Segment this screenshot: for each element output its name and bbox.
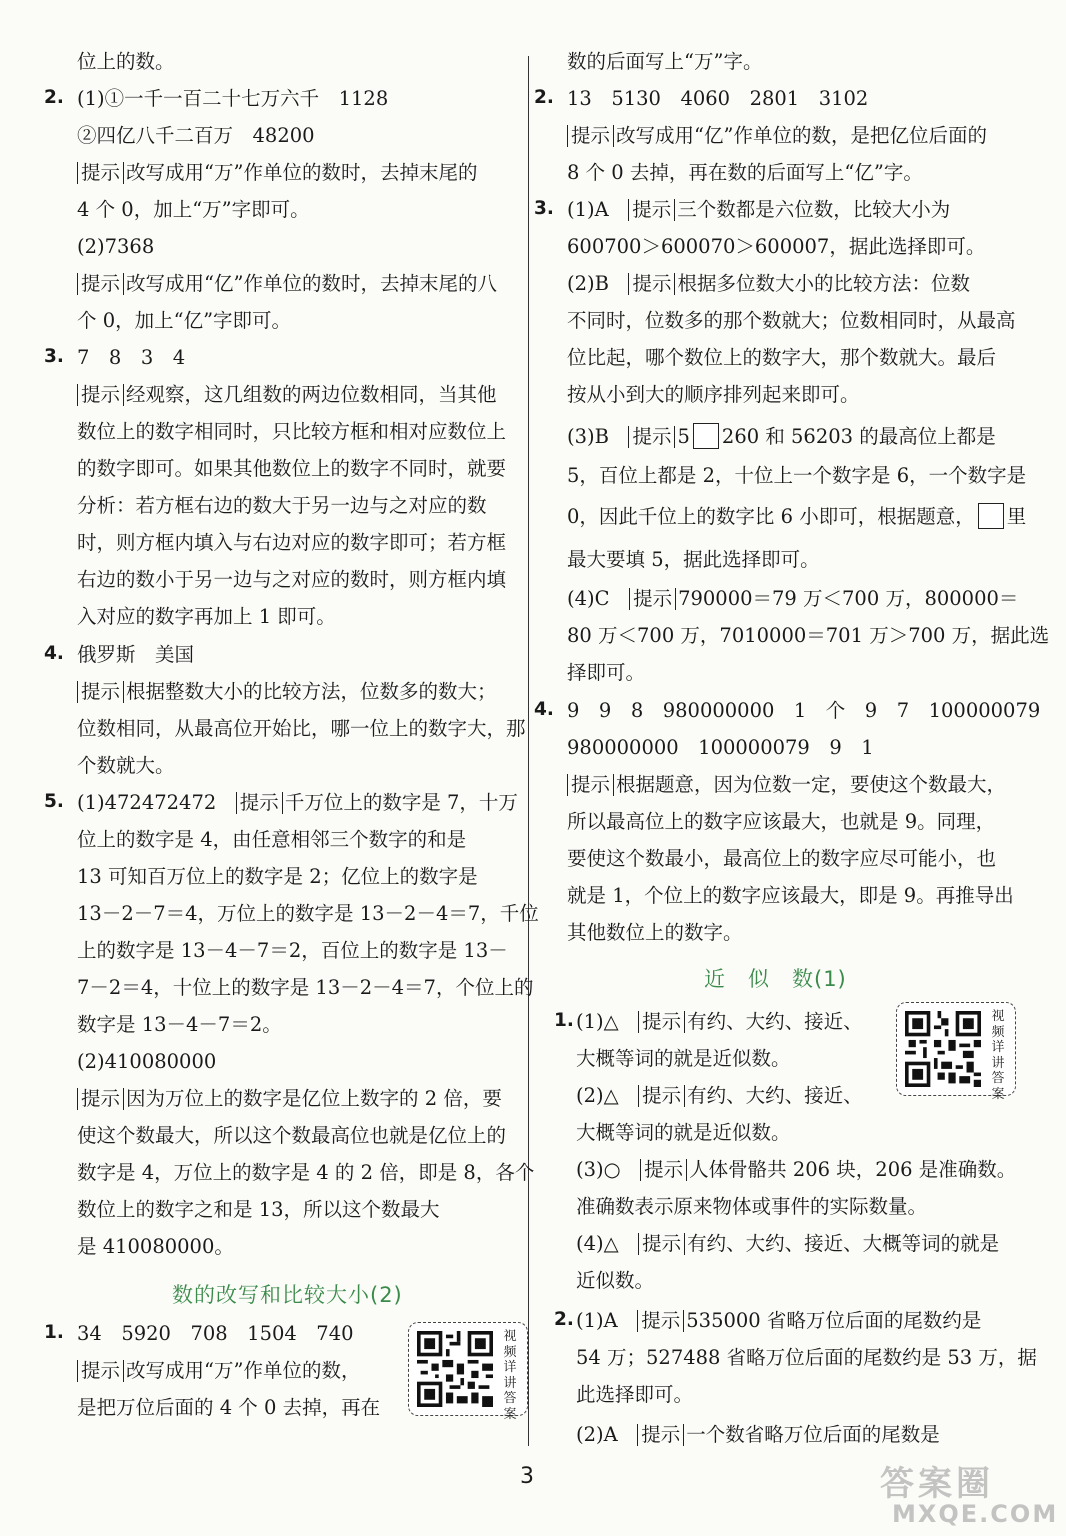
answer-line: 13 5130 4060 2801 3102 xyxy=(567,87,869,110)
text-line: 所以最高位上的数字应该最大，也就是 9。同理， xyxy=(567,810,996,833)
text-line: 入对应的数字再加上 1 即可。 xyxy=(77,605,336,628)
text-line: 0，因此千位上的数字比 6 小即可，根据题意， 里 xyxy=(567,505,1027,528)
answer-line: (1)△ 提示 有约、大约、接近、 xyxy=(576,1010,863,1033)
hint-tag: 提示 xyxy=(637,1310,684,1332)
text-line: 80 万＜700 万，7010000＝701 万＞700 万，据此选 xyxy=(567,624,1050,647)
question-number: 1. xyxy=(44,1322,64,1343)
qr-code-box[interactable] xyxy=(896,1002,1016,1102)
hint-line: 提示 改写成用“万”作单位的数， xyxy=(77,1356,360,1386)
answer-line: (2)B 提示 根据多位数大小的比较方法：位数 xyxy=(567,272,970,295)
text-line: 是把万位后面的 4 个 0 去掉，再在 xyxy=(77,1396,381,1419)
text-line: 是 410080000。 xyxy=(77,1235,234,1258)
text-line: 数位上的数字之和是 13，所以这个数最大 xyxy=(77,1198,440,1221)
text-line: 位数相同，从最高位开始比，哪一位上的数字大，那 xyxy=(77,717,526,740)
text-line: 13－2－7＝4，万位上的数字是 13－2－4＝7，千位 xyxy=(77,902,539,925)
text-line: 大概等词的就是近似数。 xyxy=(576,1047,791,1070)
text-line: 其他数位上的数字。 xyxy=(567,921,743,944)
text-line: 位比起，哪个数位上的数字大，那个数就大。最后 xyxy=(567,346,997,369)
qr-code-box[interactable] xyxy=(408,1322,528,1422)
text-line: 就是 1，个位上的数字应该最大，即是 9。再推导出 xyxy=(567,884,1014,907)
hint-tag: 提示 xyxy=(236,792,283,814)
text-line: 4 个 0，加上“万”字即可。 xyxy=(77,198,310,221)
hint-tag: 提示 xyxy=(638,1011,685,1033)
blank-box xyxy=(693,423,719,449)
text-line: 大概等词的就是近似数。 xyxy=(576,1121,791,1144)
watermark-logo: 答案圈 xyxy=(880,1464,994,1504)
question-number: 2. xyxy=(534,87,554,108)
hint-line: 提示 因为万位上的数字是亿位上数字的 2 倍，要 xyxy=(77,1084,502,1114)
text-line: 择即可。 xyxy=(567,661,646,684)
text-line: 位上的数。 xyxy=(77,50,175,73)
qr-caption: 视频详讲答案 xyxy=(503,1329,517,1422)
hint-line: 提示 根据题意，因为位数一定，要使这个数最大， xyxy=(567,770,1006,800)
hint-tag: 提示 xyxy=(638,1085,685,1107)
hint-tag: 提示 xyxy=(77,384,124,406)
answer-line: (3)○ 提示 人体骨骼共 206 块，206 是准确数。 xyxy=(576,1158,1017,1181)
hint-tag: 提示 xyxy=(628,426,675,448)
answer-line: (1)472472472 提示 千万位上的数字是 7，十万 xyxy=(77,791,518,814)
text-line: 数位上的数字相同时，只比较方框和相对应数位上 xyxy=(77,420,507,443)
hint-tag: 提示 xyxy=(628,273,675,295)
answer-line: 7 8 3 4 xyxy=(77,346,186,369)
answer-line: (1)①一千一百二十七万六千 1128 xyxy=(77,87,389,110)
qr-caption: 视频详讲答案 xyxy=(991,1009,1005,1102)
text-line: 要使这个数最小，最高位上的数字应尽可能小，也 xyxy=(567,847,997,870)
answer-line: 9 9 8 980000000 1 个 9 7 100000079 xyxy=(567,699,1041,722)
text-line: 上的数字是 13－4－7＝2，百位上的数字是 13－ xyxy=(77,939,508,962)
answer-line: 34 5920 708 1504 740 xyxy=(77,1322,354,1345)
answer-line: 俄罗斯 美国 xyxy=(77,643,195,666)
question-number: 2. xyxy=(44,87,64,108)
text-line: 个 0，加上“亿”字即可。 xyxy=(77,309,292,332)
hint-line: 提示 根据整数大小的比较方法，位数多的数大； xyxy=(77,677,497,707)
question-number: 4. xyxy=(44,643,64,664)
text-line: 使这个数最大，所以这个数最高位也就是亿位上的 xyxy=(77,1124,507,1147)
hint-tag: 提示 xyxy=(567,125,614,147)
hint-tag: 提示 xyxy=(628,199,675,221)
column-divider xyxy=(528,56,529,1446)
hint-tag: 提示 xyxy=(77,681,124,703)
text-line: 数的后面写上“万”字。 xyxy=(567,50,763,73)
answer-line: (4)C 提示 790000＝79 万＜700 万，800000＝ xyxy=(567,587,1019,610)
answer-line: 980000000 100000079 9 1 xyxy=(567,736,874,759)
text-line: 8 个 0 去掉，再在数的后面写上“亿”字。 xyxy=(567,161,923,184)
text-line: 个数就大。 xyxy=(77,754,175,777)
text-line: 近似数。 xyxy=(576,1269,655,1292)
hint-tag: 提示 xyxy=(77,1088,124,1110)
hint-line: 提示 经观察，这几组数的两边位数相同，当其他 xyxy=(77,380,497,410)
hint-tag: 提示 xyxy=(638,1233,685,1255)
answer-line: (4)△ 提示 有约、大约、接近、大概等词的就是 xyxy=(576,1232,1000,1255)
question-number: 3. xyxy=(44,346,64,367)
answer-line: (2)A 提示 一个数省略万位后面的尾数是 xyxy=(576,1423,940,1446)
text-line: 按从小到大的顺序排列起来即可。 xyxy=(567,383,860,406)
answer-line: ②四亿八千二百万 48200 xyxy=(77,124,315,147)
text-line: 准确数表示原来物体或事件的实际数量。 xyxy=(576,1195,928,1218)
question-number: 5. xyxy=(44,791,64,812)
text-line: 的数字即可。如果其他数位上的数字不同时，就要 xyxy=(77,457,507,480)
hint-tag: 提示 xyxy=(640,1159,687,1181)
hint-line: 提示 改写成用“万”作单位的数时，去掉末尾的 xyxy=(77,158,477,188)
answer-line: (2)△ 提示 有约、大约、接近、 xyxy=(576,1084,863,1107)
watermark-url: MXQE.COM xyxy=(892,1500,1059,1528)
answer-line: (2)410080000 xyxy=(77,1050,217,1073)
hint-tag: 提示 xyxy=(77,1360,124,1382)
section-heading: 数的改写和比较大小(2) xyxy=(172,1283,403,1307)
hint-line: 提示 改写成用“亿”作单位的数时，去掉末尾的八 xyxy=(77,269,497,299)
text-line: 时，则方框内填入与右边对应的数字即可；若方框 xyxy=(77,531,507,554)
hint-tag: 提示 xyxy=(77,273,124,295)
text-line: 最大要填 5，据此选择即可。 xyxy=(567,548,820,571)
hint-line: 提示 改写成用“亿”作单位的数，是把亿位后面的 xyxy=(567,121,987,151)
text-line: 位上的数字是 4，由任意相邻三个数字的和是 xyxy=(77,828,467,851)
question-number: 4. xyxy=(534,699,554,720)
text-line: 5，百位上都是 2，十位上一个数字是 6，一个数字是 xyxy=(567,464,1027,487)
answer-line: (1)A 提示 535000 省略万位后面的尾数约是 xyxy=(576,1309,982,1332)
text-line: 右边的数小于另一边与之对应的数时，则方框内填 xyxy=(77,568,507,591)
question-number: 1. xyxy=(554,1010,574,1031)
question-number: 3. xyxy=(534,198,554,219)
text-line: 数字是 13－4－7＝2。 xyxy=(77,1013,282,1036)
text-line: 54 万；527488 省略万位后面的尾数约是 53 万，据 xyxy=(576,1346,1037,1369)
hint-tag: 提示 xyxy=(637,1424,684,1446)
hint-tag: 提示 xyxy=(77,162,124,184)
page-number: 3 xyxy=(520,1464,534,1489)
hint-tag: 提示 xyxy=(567,774,614,796)
text-line: 数字是 4，万位上的数字是 4 的 2 倍，即是 8，各个 xyxy=(77,1161,535,1184)
qr-code-icon xyxy=(417,1331,493,1407)
question-number: 2. xyxy=(554,1309,574,1330)
blank-box xyxy=(978,503,1004,529)
answer-line: (3)B 提示 5 260 和 56203 的最高位上都是 xyxy=(567,425,996,448)
text-line: 13 可知百万位上的数字是 2；亿位上的数字是 xyxy=(77,865,478,888)
text-line: 7－2＝4，十位上的数字是 13－2－4＝7，个位上的 xyxy=(77,976,534,999)
section-heading: 近 似 数(1) xyxy=(704,967,847,991)
text-line: 此选择即可。 xyxy=(576,1383,694,1406)
text-line: 600700＞600070＞600007，据此选择即可。 xyxy=(567,235,986,258)
text-line: 不同时，位数多的那个数就大；位数相同时，从最高 xyxy=(567,309,1016,332)
text-line: 分析：若方框右边的数大于另一边与之对应的数 xyxy=(77,494,487,517)
qr-code-icon xyxy=(905,1011,981,1087)
answer-line: (2)7368 xyxy=(77,235,155,258)
hint-tag: 提示 xyxy=(629,588,676,610)
answer-line: (1)A 提示 三个数都是六位数，比较大小为 xyxy=(567,198,951,221)
